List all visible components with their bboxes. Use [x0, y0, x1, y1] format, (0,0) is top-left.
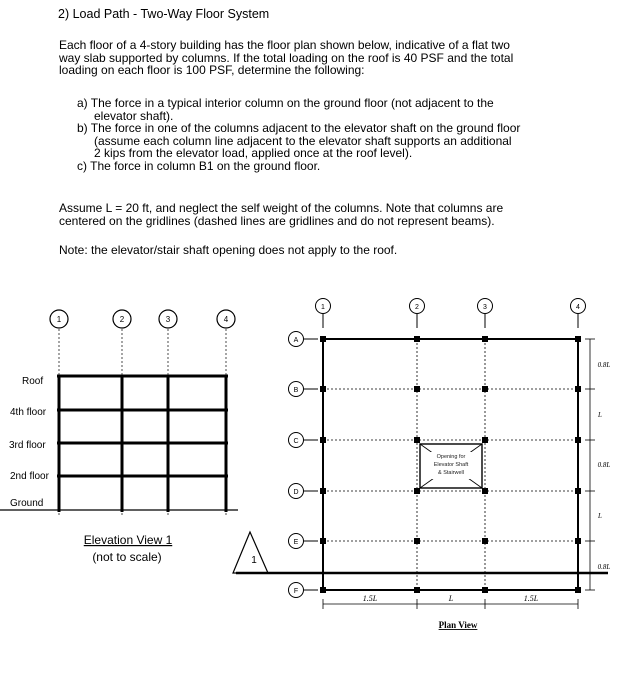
elevation-column-label: 1 — [56, 315, 62, 324]
section-marker-label: 1 — [251, 555, 257, 566]
dim-label-v: 0.8L — [597, 361, 611, 369]
floor-label-4th: 4th floor — [10, 407, 47, 418]
plan-row-label: A — [293, 337, 299, 344]
dim-label-v: 0.8L — [597, 461, 611, 469]
opening-label-line: & Stairwell — [438, 470, 464, 476]
plan-column-bubble — [571, 299, 586, 314]
plan-column-label: 4 — [576, 304, 580, 311]
plan-column-label: 2 — [415, 304, 419, 311]
item-b-line: 2 kips from the elevator load, applied once at the roof level). — [94, 146, 413, 160]
floor-label-3rd: 3rd floor — [9, 440, 46, 451]
elevation-column-label: 2 — [119, 315, 125, 324]
elevation-column-bubble — [113, 310, 131, 328]
intro-line: loading on each floor is 100 PSF, determine the following: — [59, 63, 365, 77]
item-a-line: a) The force in a typical interior column on the ground floor (not adjacent to the — [77, 96, 494, 110]
plan-column-label: 3 — [483, 304, 487, 311]
plan-row-bubble — [289, 534, 304, 549]
plan-row-bubble — [289, 433, 304, 448]
plan-column-stubs — [323, 314, 578, 328]
elevation-column-bubble — [159, 310, 177, 328]
plan-row-stubs — [304, 339, 318, 590]
floor-label-roof: Roof — [22, 376, 44, 387]
plan-column-bubble — [316, 299, 331, 314]
dim-label-h: L — [448, 594, 454, 603]
problem-title: 2) Load Path - Two-Way Floor System — [58, 7, 270, 21]
note-text: Note: the elevator/stair shaft opening does not apply to the roof. — [59, 243, 398, 257]
section-marker — [233, 532, 268, 573]
floor-label-ground: Ground — [10, 498, 44, 509]
floor-label-2nd: 2nd floor — [10, 471, 49, 482]
elevation-column-label: 3 — [165, 315, 171, 324]
item-b-line: b) The force in one of the columns adjacent to the elevator shaft on the ground floor — [77, 121, 521, 135]
intro-line: way slab supported by columns. If the total loading on the roof is 40 PSF and the total — [59, 50, 514, 65]
elevation-title: Elevation View 1 — [83, 533, 173, 547]
section-triangle-icon — [233, 532, 268, 573]
dim-label-v: L — [598, 512, 602, 520]
plan-row-label: D — [293, 489, 299, 496]
plan-column-label: 1 — [321, 304, 325, 311]
plan-title: Plan View — [438, 620, 478, 630]
item-a-line: elevator shaft). — [94, 108, 174, 123]
vertical-dimension — [585, 339, 595, 590]
elevation-column-bubble — [50, 310, 68, 328]
elevation-slabs — [57, 376, 228, 476]
plan-row-label: B — [293, 387, 299, 394]
plan-row-label: C — [293, 438, 299, 445]
elevation-gridlines — [59, 329, 226, 516]
intro-line: Each floor of a 4-story building has the floor plan shown below, indicative of a flat two — [59, 38, 510, 52]
plan-row-bubble — [289, 332, 304, 347]
plan-row-bubble — [289, 484, 304, 499]
plan-row-label: F — [293, 588, 299, 595]
dim-label-v: L — [598, 411, 602, 419]
plan-view — [289, 299, 611, 631]
plan-column-bubble — [410, 299, 425, 314]
item-b-line: (assume each column line adjacent to the elevator shaft supports an additional — [94, 133, 512, 148]
elevation-column-bubble — [217, 310, 235, 328]
elevation-column-label: 4 — [223, 315, 229, 324]
item-c: c) The force in column B1 on the ground floor. — [77, 158, 321, 173]
dim-label-v: 0.8L — [597, 563, 611, 571]
assume-line: centered on the gridlines (dashed lines are gridlines and do not represent beams). — [59, 213, 495, 228]
assume-line: Assume L = 20 ft, and neglect the self weight of the columns. Note that columns are — [59, 201, 504, 215]
opening-label-line: Elevator Shaft — [433, 462, 469, 468]
dim-label-h: 1.5L — [362, 594, 378, 603]
elevation-view — [0, 310, 268, 573]
opening-label-line: Opening for — [436, 454, 466, 460]
plan-row-bubble — [289, 583, 304, 598]
plan-row-bubble — [289, 382, 304, 397]
dim-label-h: 1.5L — [523, 594, 539, 603]
elevator-opening — [420, 444, 482, 488]
elevation-subtitle: (not to scale) — [92, 550, 162, 564]
plan-row-label: E — [293, 539, 299, 546]
plan-column-bubble — [478, 299, 493, 314]
